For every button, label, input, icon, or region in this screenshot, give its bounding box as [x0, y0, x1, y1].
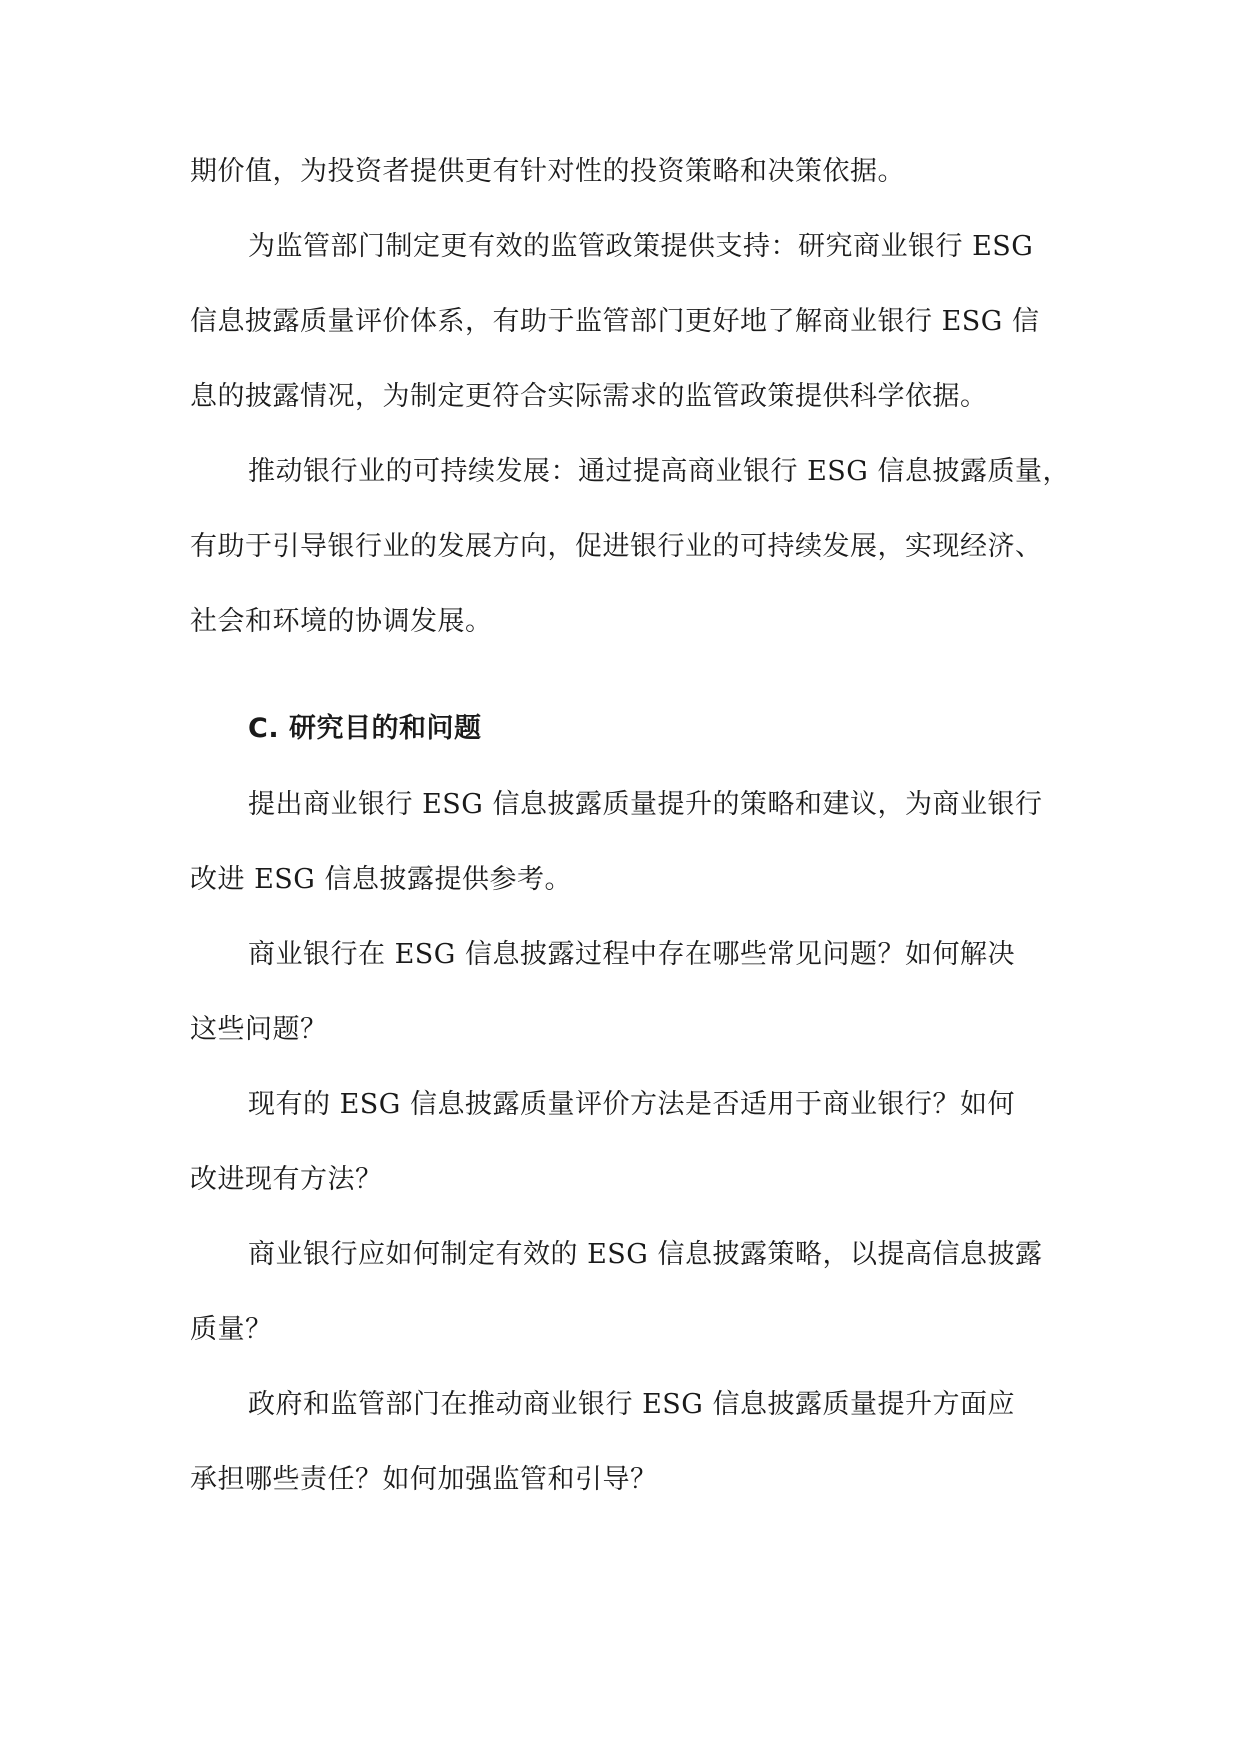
paragraph-line: 息的披露情况，为制定更符合实际需求的监管政策提供科学依据。: [190, 381, 988, 412]
paragraph-line: 政府和监管部门在推动商业银行 ESG 信息披露质量提升方面应: [248, 1389, 1015, 1420]
paragraph-line: 改进现有方法？: [190, 1164, 383, 1195]
paragraph-line: 商业银行应如何制定有效的 ESG 信息披露策略，以提高信息披露: [248, 1239, 1043, 1270]
paragraph-line: 推动银行业的可持续发展：通过提高商业银行 ESG 信息披露质量，: [248, 456, 1070, 487]
paragraph-line: 改进 ESG 信息披露提供参考。: [190, 864, 572, 895]
paragraph-line: 期价值，为投资者提供更有针对性的投资策略和决策依据。: [190, 156, 905, 187]
paragraph-line: 提出商业银行 ESG 信息披露质量提升的策略和建议，为商业银行: [248, 789, 1043, 820]
paragraph-line: 信息披露质量评价体系，有助于监管部门更好地了解商业银行 ESG 信: [190, 306, 1040, 337]
paragraph-line: 承担哪些责任？如何加强监管和引导？: [190, 1464, 658, 1495]
paragraph-line: 质量？: [190, 1314, 273, 1345]
paragraph-line: 社会和环境的协调发展。: [190, 606, 493, 637]
paragraph-line: 现有的 ESG 信息披露质量评价方法是否适用于商业银行？如何: [248, 1089, 1015, 1120]
paragraph-line: 有助于引导银行业的发展方向，促进银行业的可持续发展，实现经济、: [190, 531, 1043, 562]
paragraph-line: 商业银行在 ESG 信息披露过程中存在哪些常见问题？如何解决: [248, 939, 1015, 970]
paragraph-line: 为监管部门制定更有效的监管政策提供支持：研究商业银行 ESG: [248, 231, 1034, 262]
paragraph-line: 这些问题？: [190, 1014, 328, 1045]
section-heading: C. 研究目的和问题: [248, 713, 482, 744]
